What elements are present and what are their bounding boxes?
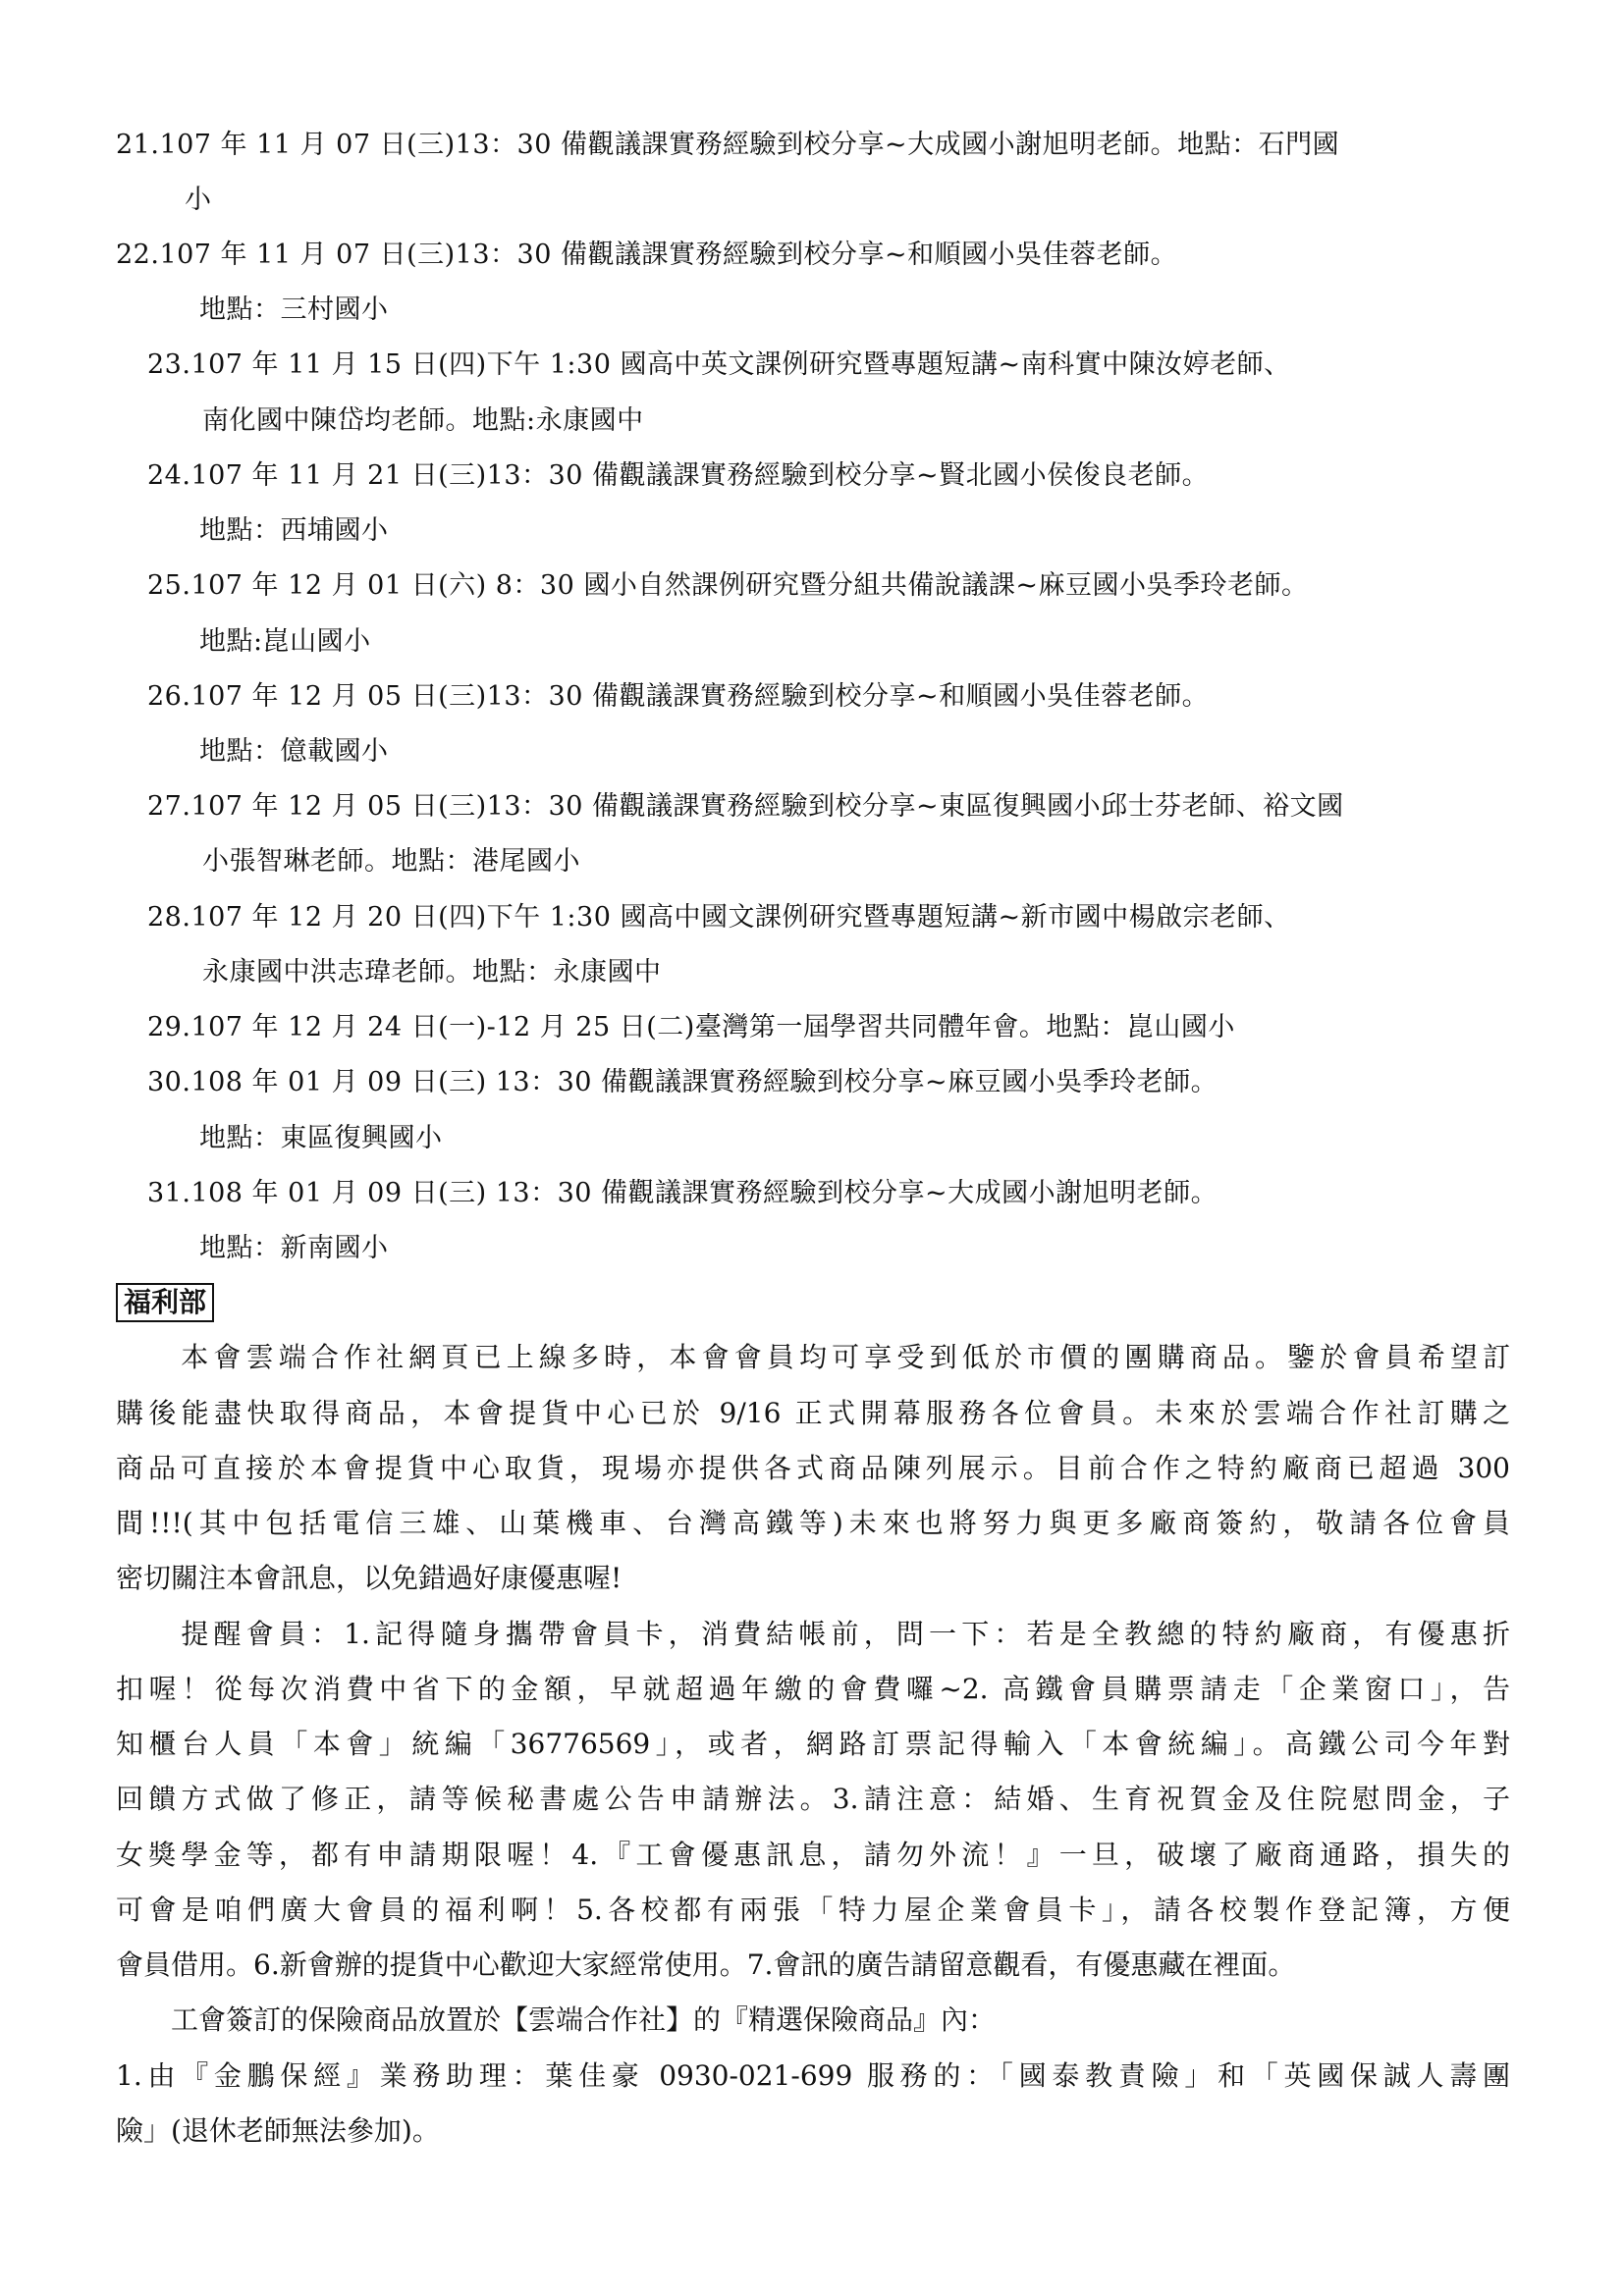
paragraph-line: 險」(退休老師無法參加)。 bbox=[116, 2114, 440, 2147]
schedule-item-26-line2: 地點：億載國小 bbox=[199, 736, 389, 767]
schedule-item-25-line1: 25.107 年 12 月 01 日(六) 8：30 國小自然課例研究暨分組共備說議課~麻豆國小吳季玲老師。 bbox=[147, 570, 1309, 601]
schedule-item-27-line2: 小張智琳老師。地點：港尾國小 bbox=[202, 846, 580, 877]
paragraph-line: 回饋方式做了修正，請等候秘書處公告申請辦法。3.請注意：結婚、生育祝賀金及住院慰問金，子 bbox=[116, 1783, 1510, 1815]
schedule-item-26-line1: 26.107 年 12 月 05 日(三)13：30 備觀議課實務經驗到校分享~和順國小吳佳蓉老師。 bbox=[147, 681, 1210, 712]
schedule-item-21-line2: 小 bbox=[185, 185, 212, 215]
schedule-item-21-line1: 21.107 年 11 月 07 日(三)13：30 備觀議課實務經驗到校分享~大成國小謝旭明老師。地點：石門國 bbox=[116, 130, 1340, 160]
schedule-item-31-line1: 31.108 年 01 月 09 日(三) 13：30 備觀議課實務經驗到校分享~大成國小謝旭明老師。 bbox=[147, 1178, 1218, 1208]
schedule-item-31-line2: 地點：新南國小 bbox=[199, 1233, 389, 1263]
paragraph-line: 可會是咱們廣大會員的福利啊！5.各校都有兩張「特力屋企業會員卡」，請各校製作登記簿，方便 bbox=[116, 1894, 1510, 1926]
schedule-item-24-line2: 地點：西埔國小 bbox=[199, 515, 389, 546]
schedule-item-28-line1: 28.107 年 12 月 20 日(四)下午 1:30 國高中國文課例研究暨專題短講~新市國中楊啟宗老師、 bbox=[147, 902, 1291, 933]
schedule-item-23-line2: 南化國中陳岱均老師。地點:永康國中 bbox=[202, 405, 644, 436]
schedule-item-29-line1: 29.107 年 12 月 24 日(一)-12 月 25 日(二)臺灣第一屆學習共同體年會。地點：崑山國小 bbox=[147, 1012, 1235, 1042]
schedule-item-24-line1: 24.107 年 11 月 21 日(三)13：30 備觀議課實務經驗到校分享~賢北國小侯俊良老師。 bbox=[147, 460, 1210, 491]
paragraph-line: 購後能盡快取得商品，本會提貨中心已於 9/16 正式開幕服務各位會員。未來於雲端合作社訂購之 bbox=[116, 1397, 1510, 1429]
schedule-item-28-line2: 永康國中洪志瑋老師。地點：永康國中 bbox=[202, 957, 662, 988]
paragraph-line: 提醒會員：1.記得隨身攜帶會員卡，消費結帳前，問一下：若是全教總的特約廠商，有優惠折 bbox=[116, 1618, 1510, 1650]
paragraph-line: 女獎學金等，都有申請期限喔！4.『工會優惠訊息，請勿外流！』一旦，破壞了廠商通路，損失的 bbox=[116, 1839, 1510, 1871]
paragraph-line: 知櫃台人員「本會」統編「36776569」，或者，網路訂票記得輸入「本會統編」。高鐵公司今年對 bbox=[116, 1728, 1510, 1760]
paragraph-line: 扣喔！從每次消費中省下的金額，早就超過年繳的會費囉~2. 高鐵會員購票請走「企業窗口」，告 bbox=[116, 1673, 1510, 1705]
paragraph-line: 工會簽訂的保險商品放置於【雲端合作社】的『精選保險商品』內： bbox=[116, 2003, 997, 2036]
paragraph-line: 1.由『金鵬保經』業務助理：葉佳豪 0930-021-699 服務的：「國泰教責險」和「英國保誠人壽團 bbox=[116, 2059, 1510, 2092]
schedule-item-22-line2: 地點：三村國小 bbox=[199, 294, 389, 325]
schedule-item-22-line1: 22.107 年 11 月 07 日(三)13：30 備觀議課實務經驗到校分享~和順國小吳佳蓉老師。 bbox=[116, 240, 1178, 270]
paragraph-line: 間!!!(其中包括電信三雄、山葉機車、台灣高鐵等)未來也將努力與更多廠商簽約，敬請各位會員 bbox=[116, 1507, 1510, 1539]
schedule-item-30-line2: 地點：東區復興國小 bbox=[199, 1123, 443, 1153]
schedule-item-23-line1: 23.107 年 11 月 15 日(四)下午 1:30 國高中英文課例研究暨專題短講~南科實中陳汝婷老師、 bbox=[147, 349, 1291, 380]
paragraph-line: 商品可直接於本會提貨中心取貨，現場亦提供各式商品陳列展示。目前合作之特約廠商已超過 300 bbox=[116, 1452, 1510, 1484]
schedule-item-27-line1: 27.107 年 12 月 05 日(三)13：30 備觀議課實務經驗到校分享~東區復興國小邱士芬老師、裕文國 bbox=[147, 791, 1344, 822]
paragraph-line: 會員借用。6.新會辦的提貨中心歡迎大家經常使用。7.會訊的廣告請留意觀看，有優惠藏在裡面。 bbox=[116, 1949, 1296, 1981]
schedule-item-30-line1: 30.108 年 01 月 09 日(三) 13：30 備觀議課實務經驗到校分享~麻豆國小吳季玲老師。 bbox=[147, 1067, 1218, 1097]
paragraph-line: 本會雲端合作社網頁已上線多時，本會會員均可享受到低於市價的團購商品。鑒於會員希望訂 bbox=[116, 1341, 1510, 1373]
paragraph-line: 密切關注本會訊息，以免錯過好康優惠喔! bbox=[116, 1562, 623, 1594]
welfare-section-heading: 福利部 bbox=[116, 1283, 214, 1322]
schedule-item-25-line2: 地點:崑山國小 bbox=[199, 626, 371, 657]
